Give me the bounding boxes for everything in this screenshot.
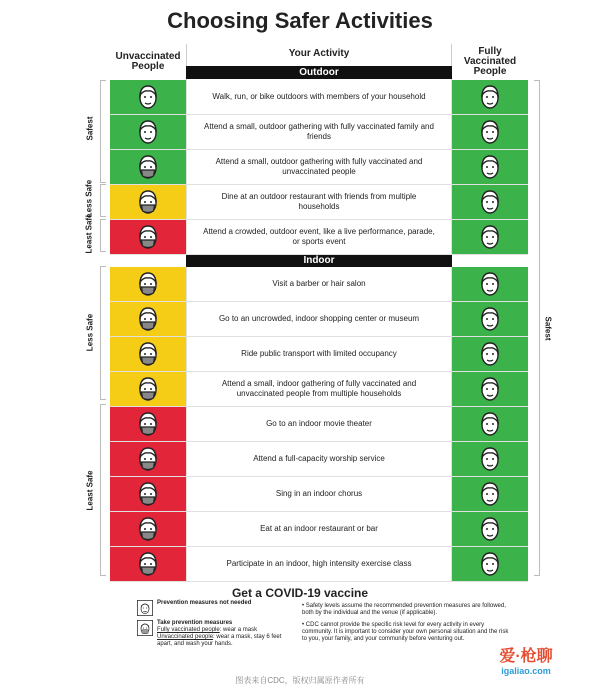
legend-take-measures (137, 620, 287, 648)
activity-text: Eat at an indoor restaurant or bar (186, 512, 452, 546)
table-row (110, 477, 528, 512)
vaccinated-risk-cell (452, 80, 528, 114)
face-icon (477, 222, 503, 252)
unvaccinated-risk-cell (110, 150, 186, 184)
table-row (110, 512, 528, 547)
vaccinated-risk-cell (452, 115, 528, 149)
face-icon (477, 549, 503, 579)
activity-text: Attend a small, indoor gathering of fully vaccinated and unvaccinated people from multiple households (186, 372, 452, 406)
table-row (110, 220, 528, 255)
face-icon (477, 479, 503, 509)
vaccinated-risk-cell (452, 267, 528, 301)
unvaccinated-risk-cell (110, 220, 186, 254)
bracket-less-safe-outdoor (100, 184, 106, 217)
unvaccinated-risk-cell (110, 547, 186, 581)
legend-take-measures-text: Take prevention measures (157, 620, 233, 626)
masked-face-icon (137, 620, 153, 636)
unvaccinated-risk-cell (110, 267, 186, 301)
unvaccinated-risk-cell (110, 337, 186, 371)
table-row (110, 115, 528, 150)
masked-face-icon (135, 409, 161, 439)
masked-face-icon (135, 374, 161, 404)
bracket-least-safe-indoor (100, 404, 106, 576)
activity-text: Walk, run, or bike outdoors with members of your household (186, 80, 452, 114)
masked-face-icon (135, 339, 161, 369)
table-row (110, 337, 528, 372)
activity-text: Sing in an indoor chorus (186, 477, 452, 511)
bracket-less-safe-indoor (100, 266, 106, 400)
masked-face-icon (135, 479, 161, 509)
face-icon (135, 82, 161, 112)
masked-face-icon (135, 187, 161, 217)
face-icon (477, 339, 503, 369)
vaccinated-risk-cell (452, 150, 528, 184)
table-row (110, 407, 528, 442)
activity-text: Attend a small, outdoor gathering with fully vaccinated family and friends (186, 115, 452, 149)
activity-text: Participate in an indoor, high intensity exercise class (186, 547, 452, 581)
label-less-safe-outdoor: Less Safe (84, 179, 94, 218)
legend-vaccinated-rest: : wear a mask (219, 627, 258, 633)
face-icon (477, 444, 503, 474)
legend-not-needed (137, 600, 287, 616)
outdoor-rows (110, 80, 528, 255)
activity-text: Attend a full-capacity worship service (186, 442, 452, 476)
page-title: Choosing Safer Activities (167, 8, 433, 33)
masked-face-icon (135, 222, 161, 252)
legend-unvaccinated-label: Unvaccinated people (157, 634, 214, 640)
note-2-text: CDC cannot provide the specific risk level for every activity in every community. It is important to consider your own personal situation and the risk to you, your family, and your community before venturing out. (302, 622, 509, 642)
masked-face-icon (135, 304, 161, 334)
unvaccinated-risk-cell (110, 442, 186, 476)
section-indoor: Indoor (186, 255, 452, 267)
activity-text: Ride public transport with limited occupancy (186, 337, 452, 371)
label-least-safe-indoor: Least Safe (85, 470, 95, 511)
activity-text: Dine at an outdoor restaurant with friends from multiple households (186, 185, 452, 219)
activity-table (110, 44, 528, 582)
unvaccinated-risk-cell (110, 80, 186, 114)
legend-unvaccinated-rest: : wear a mask, stay 6 feet apart, and wash your hands. (157, 634, 282, 647)
table-row (110, 185, 528, 220)
masked-face-icon (135, 269, 161, 299)
label-least-safe-outdoor: Least Safe (84, 213, 94, 254)
legend-vaccinated-label: Fully vaccinated people (157, 627, 220, 633)
masked-face-icon (135, 549, 161, 579)
vaccinated-risk-cell (452, 185, 528, 219)
activity-text: Go to an uncrowded, indoor shopping center or museum (186, 302, 452, 336)
vaccinated-risk-cell (452, 302, 528, 336)
face-icon (477, 82, 503, 112)
table-row (110, 150, 528, 185)
table-row (110, 547, 528, 582)
vaccinated-risk-cell (452, 407, 528, 441)
face-icon (477, 187, 503, 217)
face-icon (477, 152, 503, 182)
unvaccinated-risk-cell (110, 512, 186, 546)
face-icon (477, 304, 503, 334)
activity-text: Go to an indoor movie theater (186, 407, 452, 441)
masked-face-icon (135, 514, 161, 544)
activity-text: Visit a barber or hair salon (186, 267, 452, 301)
legend-not-needed-text: Prevention measures not needed (157, 600, 252, 606)
legend (137, 600, 287, 652)
vaccinated-risk-cell (452, 220, 528, 254)
footer-credit: 图表来自CDC，版权归属原作者所有 (235, 676, 365, 685)
masked-face-icon (135, 444, 161, 474)
face-icon (477, 117, 503, 147)
unvaccinated-risk-cell (110, 185, 186, 219)
header-activity: Your Activity (186, 44, 452, 80)
watermark-url: igaliao.com (501, 665, 551, 676)
bracket-safest (100, 80, 106, 183)
vaccine-cta: Get a COVID-19 vaccine (231, 586, 369, 600)
bracket-right-safest (534, 80, 540, 576)
vaccinated-risk-cell (452, 372, 528, 406)
header-unvaccinated: Unvaccinated People (115, 51, 181, 72)
face-icon (135, 117, 161, 147)
table-row (110, 442, 528, 477)
vaccinated-risk-cell (452, 512, 528, 546)
unvaccinated-risk-cell (110, 372, 186, 406)
table-row (110, 372, 528, 407)
label-safest: Safest (85, 116, 95, 141)
table-row (110, 80, 528, 115)
unvaccinated-risk-cell (110, 115, 186, 149)
label-right-safest: Safest (543, 316, 553, 341)
vaccinated-risk-cell (452, 442, 528, 476)
face-icon (477, 374, 503, 404)
unvaccinated-risk-cell (110, 477, 186, 511)
table-row (110, 302, 528, 337)
masked-face-icon (135, 152, 161, 182)
activity-text: Attend a small, outdoor gathering with fully vaccinated and unvaccinated people (186, 150, 452, 184)
table-row (110, 267, 528, 302)
indoor-rows (110, 267, 528, 582)
unvaccinated-risk-cell (110, 407, 186, 441)
note-1: • Safety levels assume the recommended prevention measures are followed, both by the individual and the venue (if applicable). (302, 603, 506, 616)
activity-text: Attend a crowded, outdoor event, like a live performance, parade, or sports event (186, 220, 452, 254)
face-icon (477, 409, 503, 439)
label-less-safe-indoor: Less Safe (85, 313, 95, 352)
face-icon (477, 514, 503, 544)
watermark-text: 爱·枪聊 (499, 647, 553, 665)
section-outdoor: Outdoor (186, 66, 452, 79)
unvaccinated-risk-cell (110, 302, 186, 336)
face-icon (477, 269, 503, 299)
note-1-text: Safety levels assume the recommended prevention measures are followed, both by the individual and the venue (if applicable). (302, 603, 506, 616)
vaccinated-risk-cell (452, 477, 528, 511)
header-vaccinated: Fully Vaccinated People (463, 46, 517, 77)
note-2: • CDC cannot provide the specific risk level for every activity in every community. It is important to consider your own personal situation and the risk to you, your family, and your community before venturing out. (302, 622, 509, 642)
vaccinated-risk-cell (452, 337, 528, 371)
face-icon (137, 600, 153, 616)
vaccinated-risk-cell (452, 547, 528, 581)
bracket-least-safe-outdoor (100, 219, 106, 252)
